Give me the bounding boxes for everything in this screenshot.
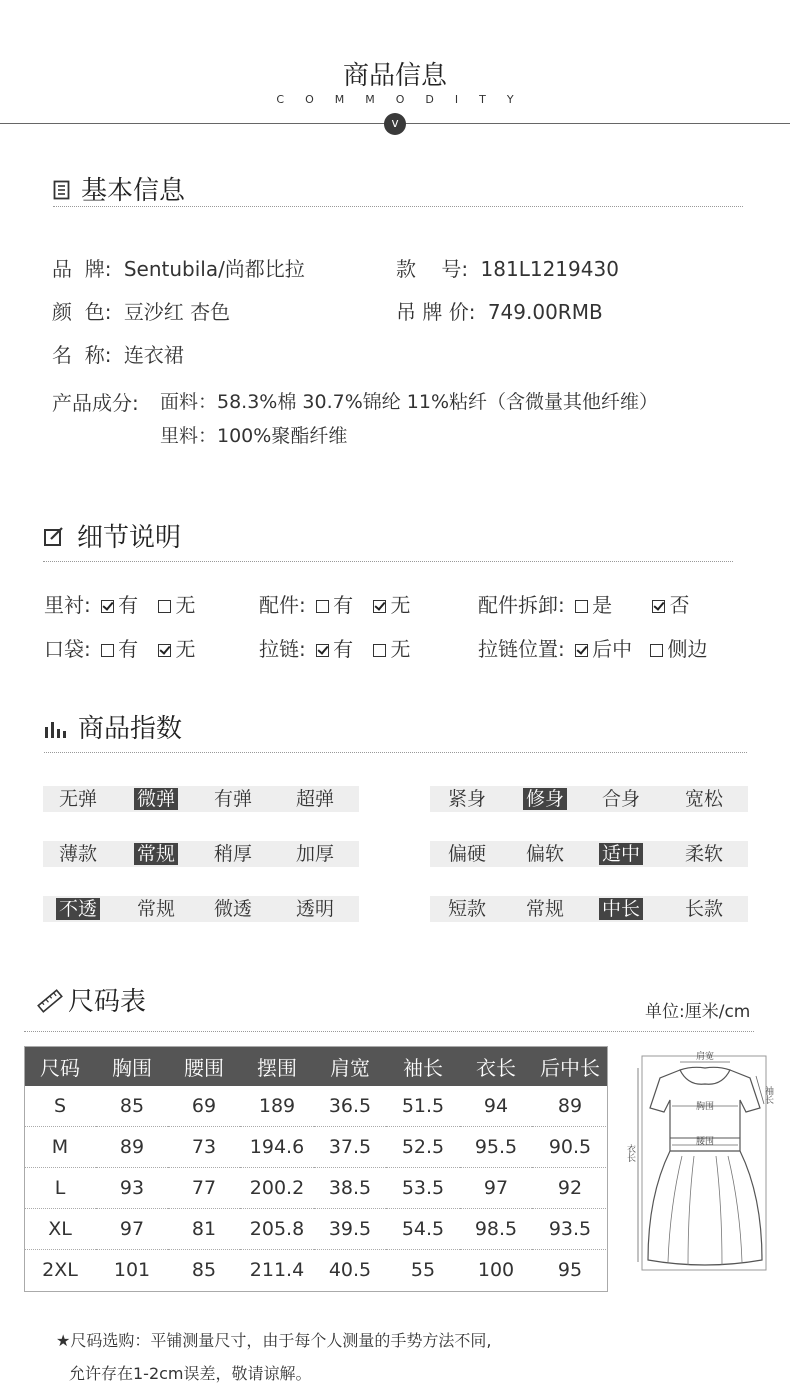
color-label: 颜 色: (52, 300, 112, 324)
table-cell: 89 (96, 1127, 168, 1168)
table-header-cell: 肩宽 (314, 1046, 386, 1086)
table-cell: 97 (460, 1168, 532, 1209)
index-option-label: 加厚 (295, 843, 334, 865)
table-cell: 73 (168, 1127, 240, 1168)
style-row (396, 253, 619, 282)
composition-label: 产品成分: (52, 391, 139, 415)
table-cell: 77 (168, 1168, 240, 1209)
accessory-option: 无 (390, 593, 411, 617)
index-option-label: 透明 (295, 898, 334, 920)
page-title: 商品信息 (342, 61, 447, 91)
color-value: 豆沙红 杏色 (123, 300, 231, 324)
brand-row (52, 253, 305, 282)
table-cell: 194.6 (240, 1127, 314, 1168)
table-cell: 36.5 (314, 1086, 386, 1127)
table-row (24, 1127, 608, 1168)
brand-label: 品 牌: (52, 257, 112, 281)
table-cell: 211.4 (249, 1259, 305, 1281)
zipper-position-label: 拉链位置: (478, 637, 565, 661)
pocket-row (44, 633, 195, 662)
table-cell: 85 (96, 1086, 168, 1127)
index-option (664, 841, 744, 867)
table-cell: 98.5 (460, 1209, 532, 1250)
size-note-line2: 允许存在1-2cm误差，敬请谅解。 (69, 1364, 312, 1383)
table-cell: 200.2 (240, 1168, 314, 1209)
lining-label: 里衬: (44, 593, 91, 617)
index-option (664, 896, 744, 922)
diagram-shoulder-label: 肩宽 (695, 1052, 715, 1062)
index-option-label: 微透 (213, 898, 252, 920)
dress-diagram (625, 1046, 780, 1278)
pocket-option: 有 (118, 637, 139, 661)
size-heading (38, 981, 146, 1018)
lining-option: 有 (118, 593, 139, 617)
index-option (427, 841, 507, 867)
index-option (505, 841, 585, 867)
chevron-down-icon: v (384, 113, 406, 135)
table-cell: 101 (113, 1259, 151, 1281)
table-row (24, 1250, 608, 1291)
section-divider (53, 206, 743, 207)
checkbox-icon (158, 600, 171, 613)
table-cell: 89 (532, 1086, 608, 1127)
index-option (193, 841, 273, 867)
name-row (52, 339, 184, 368)
index-option-selected (581, 896, 661, 922)
diagram-length-label: 衣长 (625, 1144, 635, 1162)
index-option-label: 偏软 (525, 843, 564, 865)
section-divider (44, 752, 747, 753)
table-row (24, 1086, 608, 1127)
zipper-row (259, 633, 410, 662)
index-row (430, 841, 748, 867)
index-option (275, 841, 355, 867)
document-icon (53, 180, 71, 200)
index-row (43, 896, 359, 922)
checkbox-icon (575, 600, 588, 613)
table-cell: S (24, 1086, 96, 1127)
index-option (38, 786, 118, 812)
index-option-label: 宽松 (684, 788, 723, 810)
size-table (24, 1046, 608, 1290)
table-cell: L (24, 1168, 96, 1209)
index-option-label: 修身 (523, 788, 567, 810)
index-option (193, 786, 273, 812)
zipper-position-option: 后中 (592, 637, 633, 661)
accessory-row (259, 589, 410, 618)
index-option-label: 适中 (599, 843, 643, 865)
table-header-cell: 尺码 (24, 1046, 96, 1086)
style-value: 181L1219430 (480, 257, 619, 281)
section-title: 尺码表 (68, 987, 147, 1017)
index-option-label: 薄款 (58, 843, 97, 865)
detach-row (478, 589, 689, 618)
table-cell: 39.5 (314, 1209, 386, 1250)
edit-icon (43, 526, 65, 548)
lining-option: 无 (175, 593, 196, 617)
table-cell: 54.5 (386, 1209, 460, 1250)
diagram-sleeve-label: 袖长 (763, 1086, 773, 1104)
basic-info-heading (53, 170, 185, 207)
detach-label: 配件拆卸: (478, 593, 565, 617)
checkbox-icon (373, 644, 386, 657)
index-option-label: 常规 (134, 843, 178, 865)
table-cell: 55 (410, 1259, 436, 1281)
index-option-label: 柔软 (684, 843, 723, 865)
table-header-cell: 摆围 (240, 1046, 314, 1086)
index-option (664, 786, 744, 812)
index-option (193, 896, 273, 922)
zipper-option: 无 (390, 637, 411, 661)
index-option-label: 偏硬 (447, 843, 486, 865)
index-option-selected (38, 896, 118, 922)
section-title: 基本信息 (81, 176, 186, 206)
index-option-label: 不透 (56, 898, 100, 920)
details-heading (43, 517, 181, 554)
accessory-option: 有 (333, 593, 354, 617)
zipper-label: 拉链: (259, 637, 306, 661)
table-cell: 97 (96, 1209, 168, 1250)
section-title: 细节说明 (77, 523, 182, 553)
table-row (24, 1209, 608, 1250)
index-option-label: 有弹 (213, 788, 252, 810)
table-header-cell: 胸围 (96, 1046, 168, 1086)
index-option (38, 841, 118, 867)
checkbox-checked-icon (575, 644, 588, 657)
index-heading (44, 708, 182, 745)
zipper-option: 有 (333, 637, 354, 661)
table-cell: 100 (477, 1259, 515, 1281)
index-option (505, 896, 585, 922)
table-cell: 51.5 (386, 1086, 460, 1127)
table-cell: M (24, 1127, 96, 1168)
color-row (52, 296, 230, 325)
diagram-waist-label: 腰围 (695, 1137, 715, 1147)
pocket-option: 无 (175, 637, 196, 661)
pocket-label: 口袋: (44, 637, 91, 661)
index-option-label: 长款 (684, 898, 723, 920)
index-option-label: 无弹 (58, 788, 97, 810)
diagram-chest-label: 胸围 (695, 1102, 715, 1112)
table-cell: 53.5 (386, 1168, 460, 1209)
index-option (427, 896, 507, 922)
section-divider (43, 561, 733, 562)
table-cell: 94 (460, 1086, 532, 1127)
table-cell: 95 (557, 1259, 583, 1281)
detach-option: 是 (592, 593, 613, 617)
index-option-label: 微弹 (134, 788, 178, 810)
table-header-cell: 袖长 (386, 1046, 460, 1086)
table-cell: 38.5 (314, 1168, 386, 1209)
table-cell: 93 (96, 1168, 168, 1209)
checkbox-icon (316, 600, 329, 613)
table-row (24, 1168, 608, 1209)
index-row (430, 896, 748, 922)
table-cell: XL (24, 1209, 96, 1250)
table-cell: 2XL (42, 1259, 78, 1281)
index-option-label: 紧身 (447, 788, 486, 810)
index-option (275, 896, 355, 922)
index-option (116, 896, 196, 922)
table-header-cell: 腰围 (168, 1046, 240, 1086)
composition-outer: 面料：58.3%棉 30.7%锦纶 11%粘纤（含微量其他纤维） (160, 391, 659, 413)
index-row (430, 786, 748, 812)
table-cell: 81 (168, 1209, 240, 1250)
zipper-position-option: 侧边 (667, 637, 708, 661)
checkbox-checked-icon (316, 644, 329, 657)
index-option (581, 786, 661, 812)
index-option-selected (116, 786, 196, 812)
lining-row (44, 589, 195, 618)
table-cell: 205.8 (240, 1209, 314, 1250)
section-divider (24, 1031, 754, 1032)
table-cell: 92 (532, 1168, 608, 1209)
name-value: 连衣裙 (123, 343, 184, 367)
unit-label: 单位:厘米/cm (645, 1002, 751, 1022)
accessory-label: 配件: (259, 593, 306, 617)
table-cell: 40.5 (328, 1259, 372, 1281)
page-subtitle: COMMODITY (276, 93, 535, 106)
checkbox-checked-icon (652, 600, 665, 613)
style-label: 款 号: (396, 257, 469, 281)
table-cell: 95.5 (460, 1127, 532, 1168)
checkbox-checked-icon (158, 644, 171, 657)
name-label: 名 称: (52, 343, 112, 367)
diagram-frame (642, 1056, 766, 1270)
zipper-position-row (478, 633, 707, 662)
index-option-label: 稍厚 (213, 843, 252, 865)
index-option-label: 常规 (136, 898, 175, 920)
table-header-cell: 衣长 (460, 1046, 532, 1086)
table-cell: 52.5 (386, 1127, 460, 1168)
detach-option: 否 (669, 593, 690, 617)
ruler-icon (38, 990, 62, 1012)
price-row (396, 296, 603, 325)
index-option-selected (116, 841, 196, 867)
checkbox-checked-icon (101, 600, 114, 613)
index-option-label: 短款 (447, 898, 486, 920)
index-row (43, 786, 359, 812)
checkbox-icon (101, 644, 114, 657)
table-cell: 93.5 (532, 1209, 608, 1250)
index-option-selected (581, 841, 661, 867)
checkbox-checked-icon (373, 600, 386, 613)
brand-value: Sentubila/尚都比拉 (123, 257, 305, 281)
table-header-cell: 后中长 (532, 1046, 608, 1086)
table-cell: 90.5 (532, 1127, 608, 1168)
index-option-label: 常规 (525, 898, 564, 920)
index-option-label: 中长 (599, 898, 643, 920)
composition-lining: 里料：100%聚酯纤维 (160, 425, 348, 447)
table-cell: 37.5 (314, 1127, 386, 1168)
bar-chart-icon (44, 720, 66, 738)
index-option-label: 合身 (601, 788, 640, 810)
table-cell: 85 (191, 1259, 217, 1281)
size-note-line1: ★尺码选购：平铺测量尺寸，由于每个人测量的手势方法不同, (56, 1331, 492, 1350)
price-value: 749.00RMB (487, 300, 603, 324)
index-option (427, 786, 507, 812)
table-cell: 189 (240, 1086, 314, 1127)
index-row (43, 841, 359, 867)
index-option (275, 786, 355, 812)
table-cell: 69 (168, 1086, 240, 1127)
section-title: 商品指数 (78, 714, 183, 744)
price-label: 吊 牌 价: (396, 300, 476, 324)
index-option-selected (505, 786, 585, 812)
checkbox-icon (650, 644, 663, 657)
index-option-label: 超弹 (295, 788, 334, 810)
